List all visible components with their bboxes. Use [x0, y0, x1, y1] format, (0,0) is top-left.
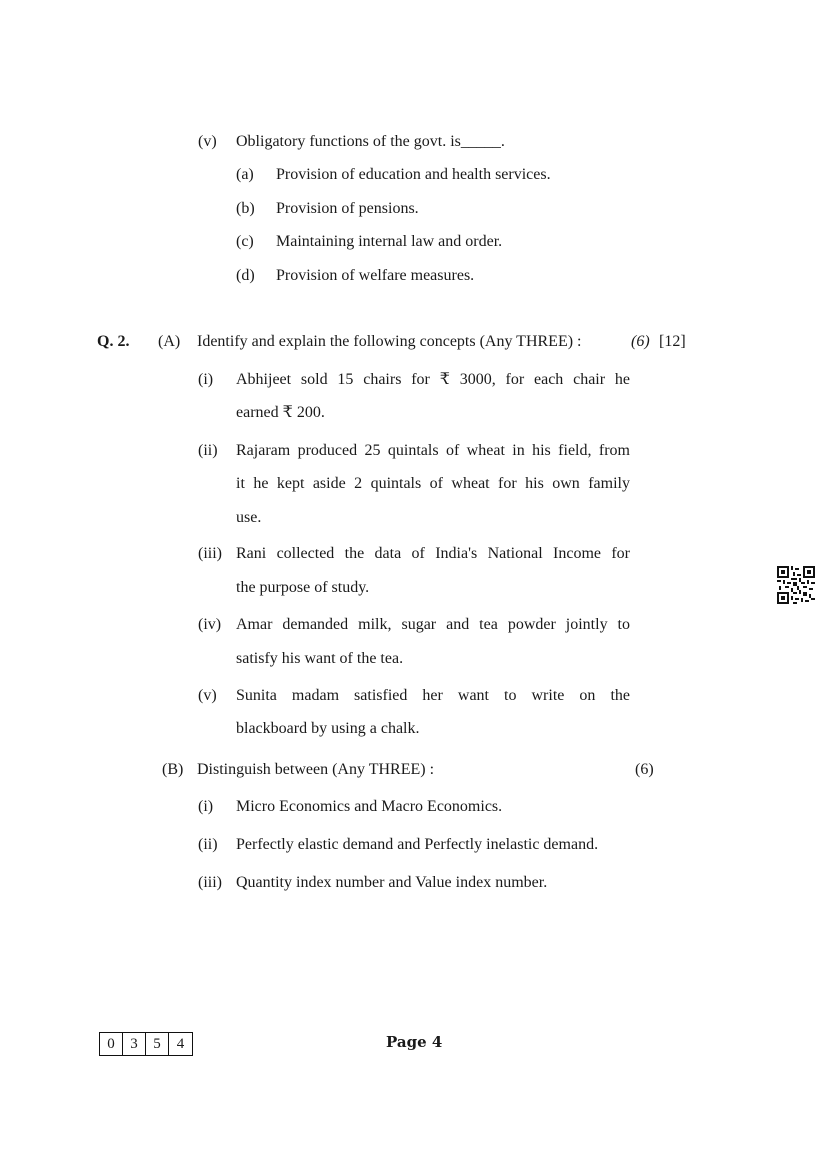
item-text: Micro Economics and Macro Economics. [236, 798, 503, 815]
option-label: (d) [236, 267, 255, 284]
option-label: (b) [236, 200, 255, 217]
item-text: Quantity index number and Value index number. [236, 874, 548, 891]
section-instruction: Identify and explain the following concepts (Any THREE) : [197, 333, 582, 350]
section-label: (A) [158, 333, 181, 350]
option-text: Provision of pensions. [276, 200, 419, 217]
item-label: (iii) [198, 874, 222, 891]
question-number: Q. 2. [97, 333, 130, 350]
item-text-line: it he kept aside 2 quintals of wheat for his own family [236, 475, 630, 492]
option-text: Provision of welfare measures. [276, 267, 475, 284]
option-text: Provision of education and health services. [276, 166, 551, 183]
item-label: (v) [198, 687, 217, 704]
item-text-line: Abhijeet sold 15 chairs for ₹ 3000, for each chair he [236, 371, 630, 388]
item-label: (ii) [198, 836, 218, 853]
item-text-line: satisfy his want of the tea. [236, 650, 404, 667]
item-text-line: blackboard by using a chalk. [236, 720, 420, 737]
code-digit: 4 [176, 1036, 185, 1052]
item-text-line: Sunita madam satisfied her want to write on the [236, 687, 630, 704]
qr-code-icon [777, 566, 815, 604]
section-marks: (6) [635, 761, 654, 778]
item-text-line: Amar demanded milk, sugar and tea powder jointly to [236, 616, 630, 633]
item-text-line: use. [236, 509, 262, 526]
option-text: Maintaining internal law and order. [276, 233, 503, 250]
item-label: (iv) [198, 616, 222, 633]
page-number: Page 4 [386, 1033, 443, 1051]
code-digit: 3 [123, 1033, 146, 1055]
code-digit: 5 [146, 1033, 169, 1055]
item-text-line: earned ₹ 200. [236, 404, 325, 421]
item-label: (i) [198, 798, 214, 815]
section-label: (B) [162, 761, 184, 778]
item-text-line: Rani collected the data of India's National Income for [236, 545, 630, 562]
paper-code [99, 1032, 193, 1056]
section-marks: (6) [631, 333, 650, 350]
item-label: (ii) [198, 442, 218, 459]
question-text: Obligatory functions of the govt. is_____. [236, 133, 505, 150]
option-label: (c) [236, 233, 254, 250]
code-digit: 0 [100, 1033, 123, 1055]
total-marks: [12] [659, 333, 686, 350]
item-text-line: Rajaram produced 25 quintals of wheat in his field, from [236, 442, 630, 459]
section-instruction: Distinguish between (Any THREE) : [197, 761, 435, 778]
item-text-line: the purpose of study. [236, 579, 370, 596]
item-label: (iii) [198, 545, 222, 562]
item-text: Perfectly elastic demand and Perfectly inelastic demand. [236, 836, 599, 853]
item-label: (i) [198, 371, 214, 388]
question-number: (v) [198, 133, 217, 150]
option-label: (a) [236, 166, 254, 183]
